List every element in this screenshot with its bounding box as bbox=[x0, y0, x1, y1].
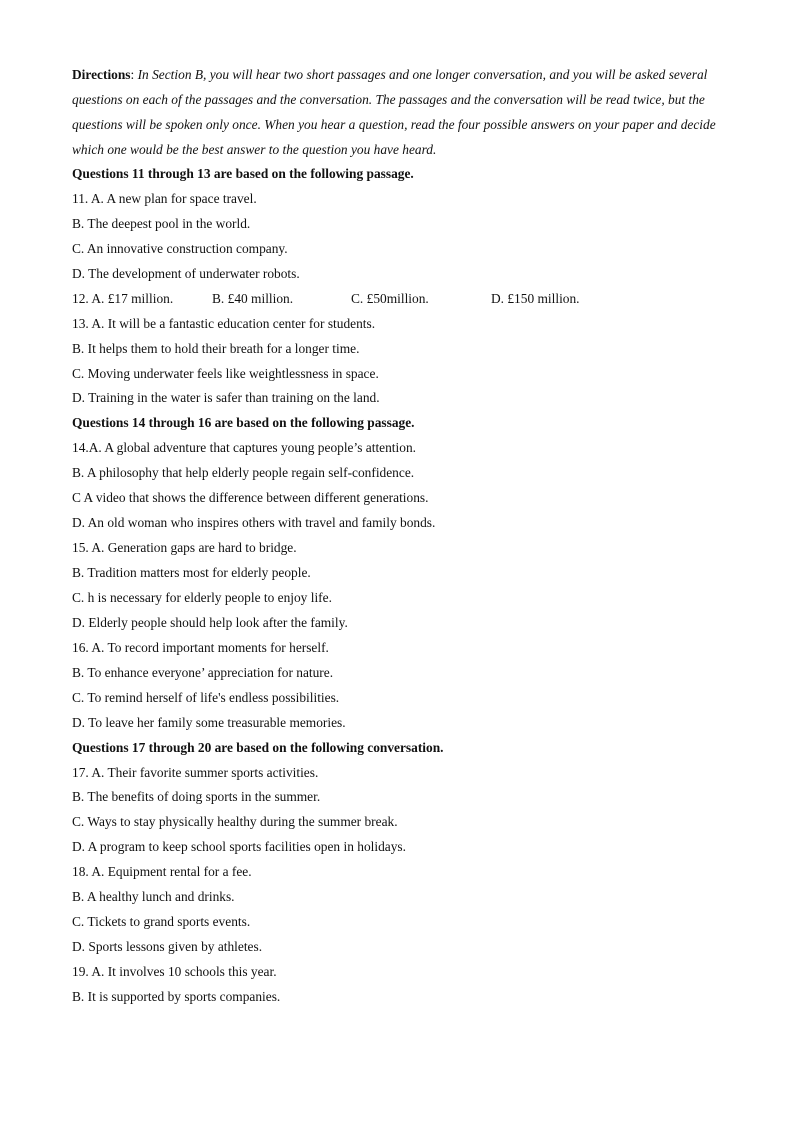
q17-option-b: B. The benefits of doing sports in the summer. bbox=[72, 789, 321, 805]
q17-option-a: 17. A. Their favorite summer sports activities. bbox=[72, 764, 319, 780]
q19-option-b: B. It is supported by sports companies. bbox=[72, 988, 281, 1004]
q17-option-c: C. Ways to stay physically healthy during the summer break. bbox=[72, 814, 398, 830]
q16-option-a: 16. A. To record important moments for herself. bbox=[72, 639, 329, 655]
q11-option-c: C. An innovative construction company. bbox=[72, 240, 288, 256]
q11-option-b: B. The deepest pool in the world. bbox=[72, 215, 251, 231]
q15-option-c: C. h is necessary for elderly people to enjoy life. bbox=[72, 589, 332, 605]
questions-list bbox=[72, 162, 722, 1010]
q12-option-d: D. £150 million. bbox=[491, 290, 580, 306]
q16-option-c: C. To remind herself of life's endless possibilities. bbox=[72, 689, 340, 705]
q13-option-d: D. Training in the water is safer than training on the land. bbox=[72, 390, 380, 406]
directions-label: Directions bbox=[72, 67, 131, 82]
section-heading-17-20: Questions 17 through 20 are based on the following conversation. bbox=[72, 739, 444, 755]
directions-colon: : bbox=[130, 67, 138, 82]
section-heading-14-16: Questions 14 through 16 are based on the following passage. bbox=[72, 415, 415, 431]
q18-option-c: C. Tickets to grand sports events. bbox=[72, 914, 251, 930]
q12-option-c: C. £50million. bbox=[351, 290, 429, 306]
q13-option-b: B. It helps them to hold their breath for a longer time. bbox=[72, 340, 360, 356]
q18-option-a: 18. A. Equipment rental for a fee. bbox=[72, 864, 252, 880]
q15-option-b: B. Tradition matters most for elderly people. bbox=[72, 565, 311, 580]
q12-option-b: B. £40 million. bbox=[212, 290, 294, 306]
directions-text: In Section B, you will hear two short passages and one longer conversation, and you will be asked several questions on each of the passages and the conversation. The passages and the conversation will be read twice, but the questions will be spoken only once. When you hear a question, read the four possible answers on your paper and decide which one would be the best answer to the question you have heard. bbox=[72, 67, 716, 157]
q14-option-a: 14.A. A global adventure that captures young people’s attention. bbox=[72, 440, 416, 456]
directions-paragraph bbox=[72, 62, 722, 162]
q17-option-d: D. A program to keep school sports facilities open in holidays. bbox=[72, 839, 406, 855]
q12-options-row bbox=[72, 287, 722, 312]
q14-option-d: D. An old woman who inspires others with travel and family bonds. bbox=[72, 515, 436, 531]
q11-option-a: 11. A. A new plan for space travel. bbox=[72, 190, 257, 206]
q11-option-d: D. The development of underwater robots. bbox=[72, 265, 300, 281]
q19-option-a: 19. A. It involves 10 schools this year. bbox=[72, 964, 277, 979]
q16-option-d: D. To leave her family some treasurable memories. bbox=[72, 714, 346, 730]
section-heading-11-13: Questions 11 through 13 are based on the following passage. bbox=[72, 166, 414, 181]
q18-option-d: D. Sports lessons given by athletes. bbox=[72, 939, 263, 955]
q12-option-a: 12. A. £17 million. bbox=[72, 290, 174, 306]
q16-option-b: B. To enhance everyone’ appreciation for nature. bbox=[72, 664, 334, 680]
q18-option-b: B. A healthy lunch and drinks. bbox=[72, 889, 235, 905]
q14-option-c: C A video that shows the difference between different generations. bbox=[72, 490, 429, 506]
q15-option-a: 15. A. Generation gaps are hard to bridge. bbox=[72, 540, 297, 556]
q15-option-d: D. Elderly people should help look after the family. bbox=[72, 614, 348, 630]
q14-option-b: B. A philosophy that help elderly people regain self-confidence. bbox=[72, 465, 415, 481]
q13-option-a: 13. A. It will be a fantastic education center for students. bbox=[72, 315, 376, 331]
q13-option-c: C. Moving underwater feels like weightlessness in space. bbox=[72, 365, 379, 381]
